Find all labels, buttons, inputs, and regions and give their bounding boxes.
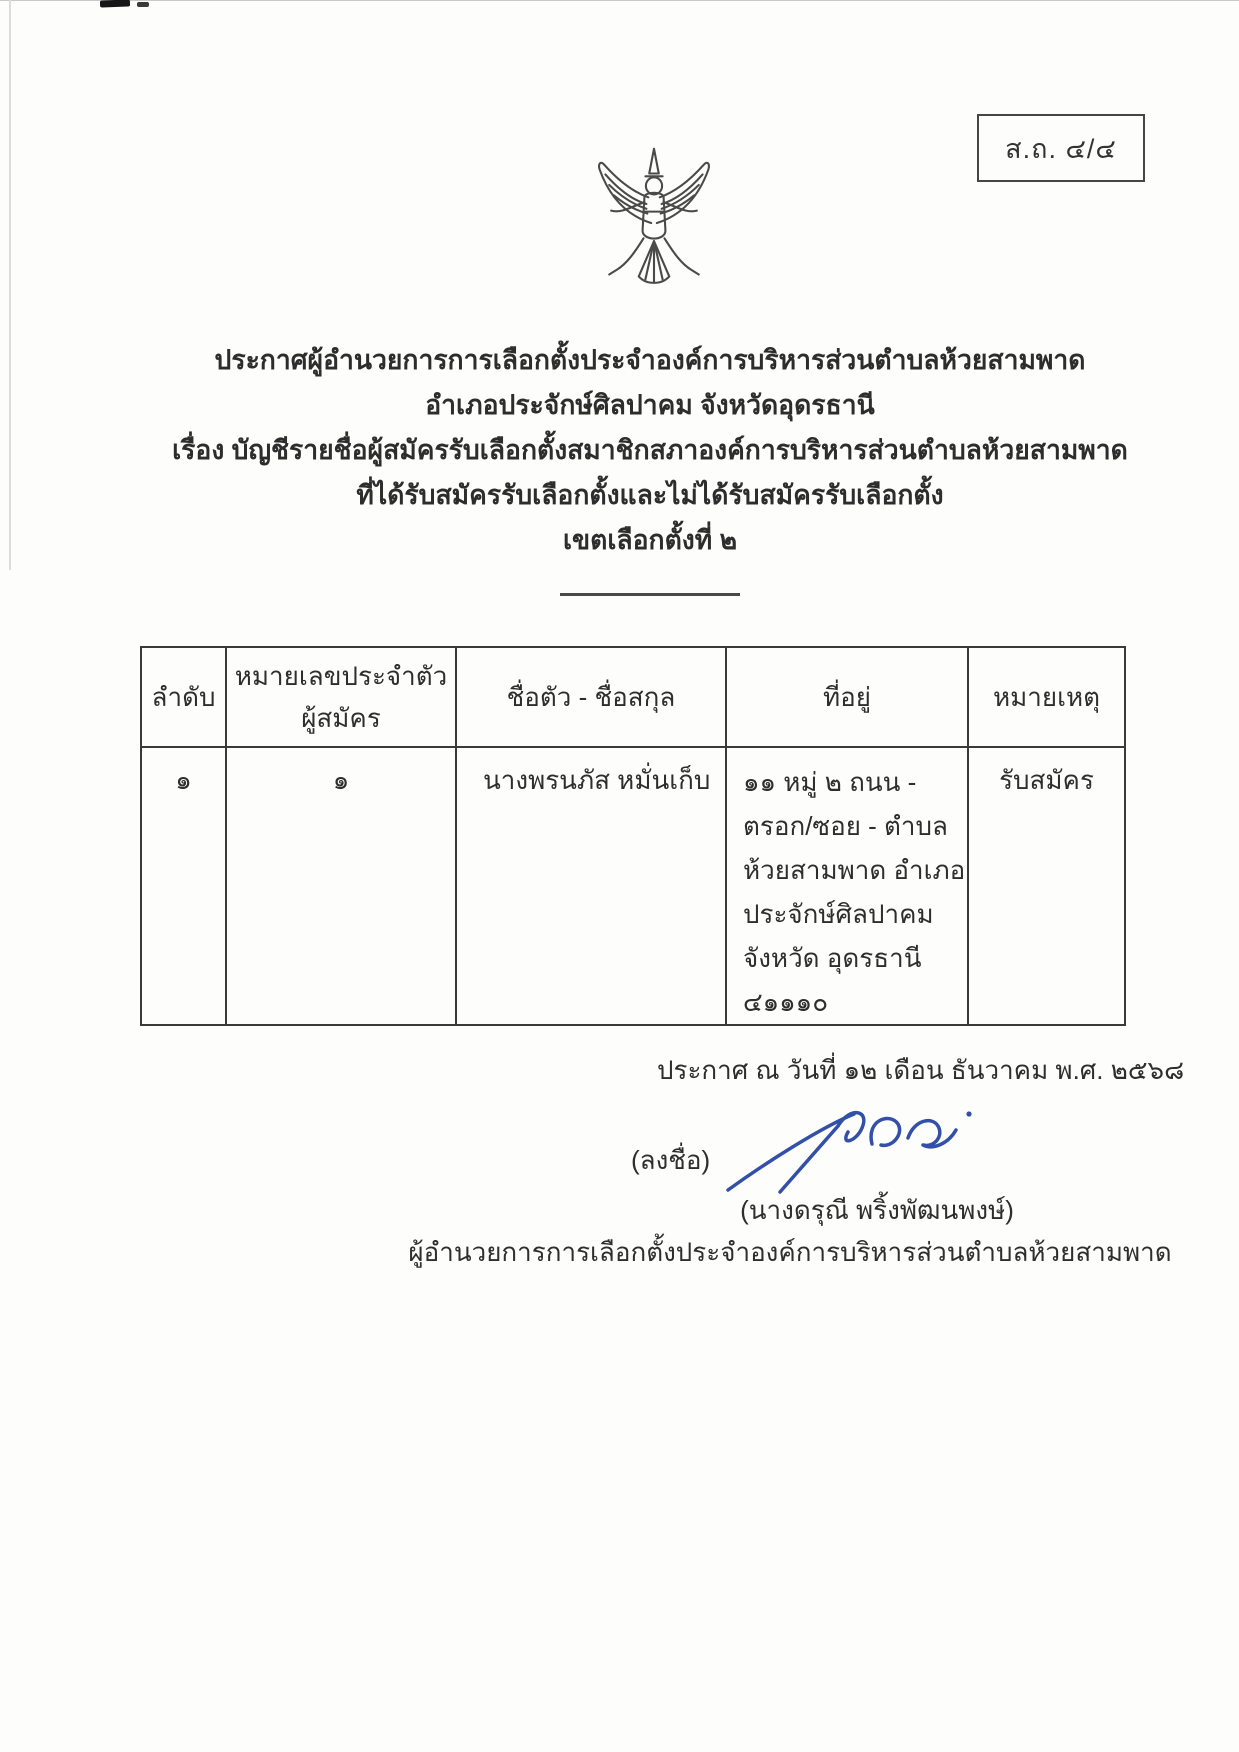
document-title-block (0, 338, 1239, 563)
header-order: ลำดับ (141, 647, 226, 747)
address-line: ตรอก/ซอย - ตำบล (743, 811, 948, 841)
announcement-date: ประกาศ ณ วันที่ ๑๒ เดือน ธันวาคม พ.ศ. ๒๕๖๘ (657, 1055, 1185, 1085)
title-line-announcement: ประกาศผู้อำนวยการการเลือกตั้งประจำองค์การบริหารส่วนตำบลห้วยสามพาด (214, 345, 1086, 375)
form-code-box (977, 114, 1145, 182)
title-line-subject: เรื่อง บัญชีรายชื่อผู้สมัครรับเลือกตั้งสมาชิกสภาองค์การบริหารส่วนตำบลห้วยสามพาด (172, 435, 1128, 465)
title-line-zone: เขตเลือกตั้งที่ ๒ (562, 525, 738, 555)
header-address: ที่อยู่ (726, 647, 968, 747)
header-candidate-number: หมายเลขประจำตัว ผู้สมัคร (226, 647, 456, 747)
cell-address (726, 747, 968, 1025)
form-code-text: ส.ถ. ๔/๔ (1005, 133, 1117, 164)
table-header-row (141, 647, 1125, 747)
title-line-district: อำเภอประจักษ์ศิลปาคม จังหวัดอุดรธานี (425, 390, 875, 420)
cell-remark: รับสมัคร (968, 747, 1125, 1025)
header-remark: หมายเหตุ (968, 647, 1125, 747)
cell-candidate-name: นางพรนภัส หมั่นเก็บ (456, 747, 726, 1025)
title-divider-line (560, 593, 740, 596)
signer-position: ผู้อำนวยการการเลือกตั้งประจำองค์การบริหารส่วนตำบลห้วยสามพาด (408, 1237, 1172, 1267)
address-line: ๑๑ หมู่ ๒ ถนน - (743, 767, 917, 797)
header-name: ชื่อตัว - ชื่อสกุล (456, 647, 726, 747)
scan-smudge (100, 0, 130, 8)
sign-label: (ลงชื่อ) (631, 1145, 711, 1175)
signer-name: (นางดรุณี พริ้งพัฒนพงษ์) (740, 1195, 1014, 1225)
table-row (141, 747, 1125, 1025)
candidates-table (140, 646, 1126, 1026)
scan-smudge (137, 2, 149, 7)
garuda-emblem-icon (575, 143, 733, 305)
address-line: จังหวัด อุดรธานี (743, 943, 922, 973)
cell-order: ๑ (141, 747, 226, 1025)
scan-top-edge (0, 0, 1239, 1)
title-line-subject2: ที่ได้รับสมัครรับเลือกตั้งและไม่ได้รับสมัครรับเลือกตั้ง (356, 480, 944, 510)
handwritten-signature-icon (722, 1102, 987, 1202)
cell-candidate-number: ๑ (226, 747, 456, 1025)
address-line: ห้วยสามพาด อำเภอ (743, 855, 966, 885)
address-line: ประจักษ์ศิลปาคม (743, 899, 934, 929)
address-line: ๔๑๑๑๐ (743, 987, 829, 1017)
